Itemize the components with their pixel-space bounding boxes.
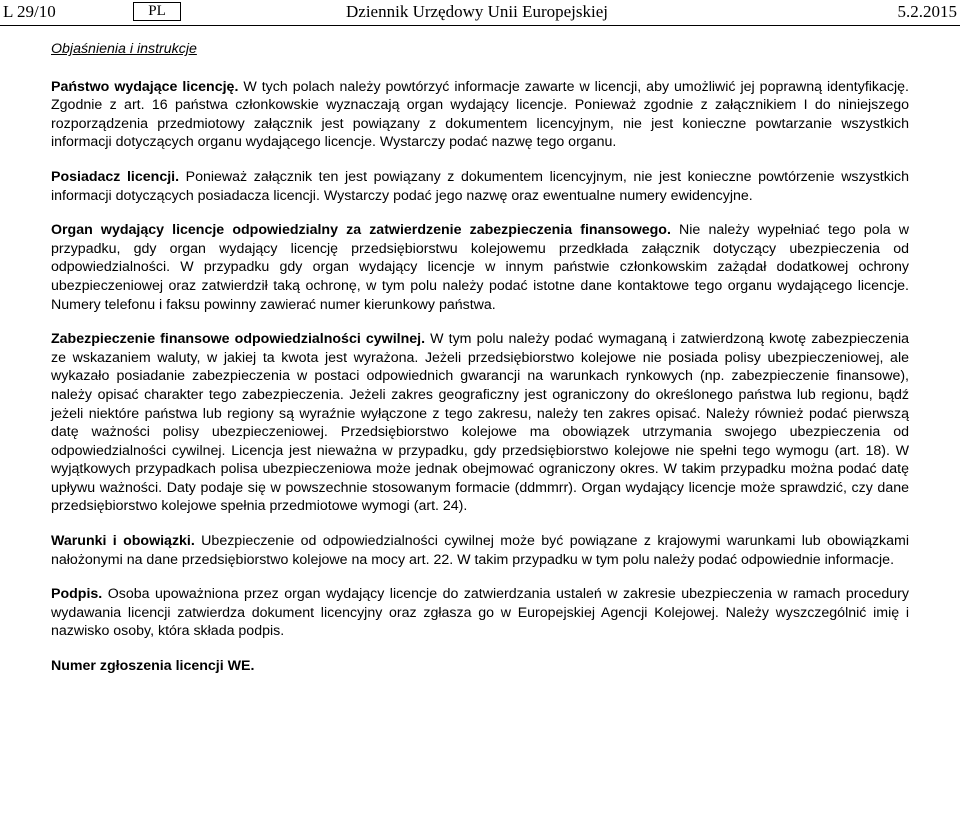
paragraph-text: Ubezpieczenie od odpowiedzialności cywilnej może być powiązane z krajowymi warunkami lub obowiązkami nałożonymi na dane przedsiębiorstwo kolejowe na mocy art. 22. W takim przypadku w tym polu należy podać odpowiednie informacje. (51, 533, 910, 568)
paragraph-issuing-state (51, 78, 909, 152)
paragraph-license-number (51, 657, 909, 676)
journal-title: Dziennik Urzędowy Unii Europejskiej (346, 2, 609, 21)
paragraph-label: Podpis. (51, 586, 103, 603)
paragraph-text: W tym polu należy podać wymaganą i zatwierdzoną kwotę zabezpieczenia ze wskazaniem waluty, w jakiej ta kwota jest wyrażona. Jeżeli przedsiębiorstwo kolejowe nie posiada polisy ubezpieczeniowej, ale wykazało posiadanie zabezpieczenia w postaci odpowiednich gwarancji na warunkach rynkowych (np. zabezpieczenie finansowe), należy opisać charakter tego zabezpieczenia. Jeżeli zakres geograficzny jest ograniczony do określonego państwa lub regionu, bądź jeżeli niektóre państwa lub regiony są wyraźnie wyłączone z tego zakresu, należy ten zakres opisać. Należy również podać pierwszą datę ważności polisy ubezpieczeniowej. Przedsiębiorstwo kolejowe ma obowiązek utrzymania swojego ubezpieczenia od odpowiedzialności cywilnej. Licencja jest nieważna w przypadku, gdy przedsiębiorstwo kolejowe nie spełni tego wymogu (art. 18). W wyjątkowych przypadkach polisa ubezpieczeniowa może jednak obejmować ograniczony okres. W takim przypadku można podać datę upływu ważności. Daty podaje się w powszechnie stosowanym formacie (ddmmrr). Organ wydający licencje może sprawdzić, czy dane przedsiębiorstwo kolejowe spełnia przedmiotowe wymogi (art. 24). (51, 331, 910, 515)
paragraph-label: Warunki i obowiązki. (51, 533, 195, 550)
page-header (0, 0, 960, 27)
paragraph-label: Numer zgłoszenia licencji WE. (51, 658, 255, 675)
paragraph-signature (51, 585, 909, 641)
paragraph-text: Nie należy wypełniać tego pola w przypadku, gdy organ wydający licencję przedsiębiorstwu kolejowemu przedkłada załącznik dotyczący ubezpieczenia od odpowiedzialności. W przypadku gdy organ wydający licencje w innym państwie członkowskim zażądał dodatkowej ochrony ubezpieczeniowej oraz zatwierdził taką ochronę, w tym polu należy podać istotne dane kontaktowe tego organu wydającego licencje. Numery telefonu i faksu powinny zawierać numer kierunkowy państwa. (51, 222, 909, 313)
paragraph-text: W tych polach należy powtórzyć informacje zawarte w licencji, aby umożliwić jej poprawną identyfikację. Zgodnie z art. 16 państwa członkowskie wyznaczają organ wydający licencje. Ponieważ zgodnie z załącznikiem I do niniejszego rozporządzenia przedmiotowy załącznik jest powiązany z dokumentem licencyjnym, nie jest konieczne powtarzanie wszystkich informacji dotyczących organu wydającego licencje. Wystarczy podać nazwę tego organu. (51, 78, 909, 151)
paragraph-license-holder (51, 168, 909, 205)
section-title: Objaśnienia i instrukcje (51, 41, 197, 57)
publication-date: 5.2.2015 (897, 2, 957, 21)
paragraph-text: Ponieważ załącznik ten jest powiązany z dokumentem licencyjnym, nie jest konieczne powtórzenie wszystkich informacji dotyczących posiadacza licencji. Wystarczy podać jego nazwę oraz ewentualne numery ewidencyjne. (51, 168, 909, 204)
paragraph-approving-authority (51, 221, 909, 314)
paragraph-label: Państwo wydające licencję. (51, 78, 239, 95)
paragraph-text: Osoba upoważniona przez organ wydający licencje do zatwierdzania ustaleń w zakresie ubezpieczenia w ramach procedury wydawania licencji zatwierdza dokument licencyjny oraz zgłasza go w Europejskiej Agencji Kolejowej. Należy wyszczególnić imię i nazwisko osoby, która składa podpis. (51, 586, 909, 640)
paragraph-financial-cover (51, 330, 909, 516)
page-number: L 29/10 (3, 2, 56, 21)
paragraph-label: Organ wydający licencje odpowiedzialny za zatwierdzenie zabezpieczenia finansowego. (51, 222, 671, 239)
paragraph-label: Zabezpieczenie finansowe odpowiedzialności cywilnej. (51, 331, 426, 348)
language-badge: PL (133, 2, 181, 21)
document-body (51, 40, 909, 692)
paragraph-label: Posiadacz licencji. (51, 168, 180, 185)
header-rule (0, 25, 960, 26)
paragraph-conditions (51, 532, 909, 569)
